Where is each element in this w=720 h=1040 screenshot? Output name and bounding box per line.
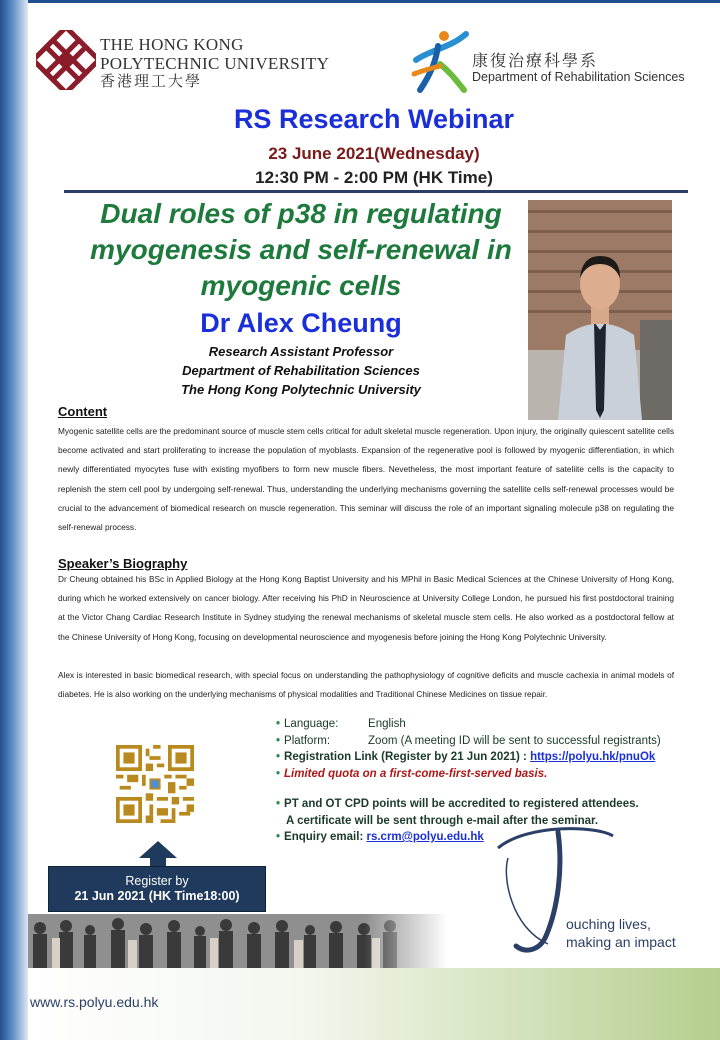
register-deadline-line1: Register by [125, 874, 189, 888]
rehab-figure-icon [410, 28, 470, 96]
info-language: • Language: English [276, 718, 406, 730]
title-divider [64, 190, 688, 193]
department-name-english: Department of Rehabilitation Sciences [472, 70, 685, 84]
event-time: 12:30 PM - 2:00 PM (HK Time) [255, 168, 493, 187]
biography-paragraph-2: Alex is interested in basic biomedical research, with special focus on understanding the pathophysiology of cognitive deficits and muscle cachexia in animal models of diabetes. He is also working on the underlying mechanisms of physical modalities and Traditional Chinese Medicines on tissue repair. [58, 670, 674, 700]
bullet-icon: • [276, 734, 281, 747]
department-logo [410, 28, 710, 98]
bullet-icon: • [276, 767, 281, 780]
qr-code-icon[interactable] [116, 745, 194, 823]
speaker-name: Dr Alex Cheung [200, 308, 402, 338]
speaker-photo [528, 200, 672, 420]
department-name-chinese: 康復治療科學系 [472, 53, 599, 70]
speaker-photo-illustration [528, 200, 672, 420]
crowd-photo-illustration [28, 914, 448, 968]
university-name-line1: THE HONG KONG [100, 35, 244, 54]
info-cpd: • PT and OT CPD points will be accredited to registered attendees. [276, 798, 639, 810]
info-quota: • Limited quota on a first-come-first-served basis. [276, 767, 548, 780]
enquiry-email-link[interactable]: rs.crm@polyu.edu.hk [366, 831, 484, 843]
info-enquiry: • Enquiry email: rs.crm@polyu.edu.hk [276, 831, 484, 843]
bullet-icon: • [276, 831, 281, 843]
talk-title: Dual roles of p38 in regulating myogenesis and self-renewal in myogenic cells [90, 198, 512, 301]
event-date: 23 June 2021(Wednesday) [268, 144, 480, 163]
tagline-line2: making an impact [566, 934, 676, 950]
info-certificate: A certificate will be sent through e-mail after the seminar. [286, 814, 599, 827]
speaker-department: Department of Rehabilitation Sciences [182, 363, 420, 378]
speaker-affiliation [66, 342, 536, 399]
speaker-position: Research Assistant Professor [208, 344, 394, 359]
top-border-line [28, 0, 720, 3]
bullet-icon: • [276, 718, 281, 730]
bullet-icon: • [276, 751, 281, 763]
info-registration: • Registration Link (Register by 21 Jun 2021) : https://polyu.hk/pnuOk [276, 751, 656, 763]
crowd-photo [28, 914, 448, 968]
polyu-logo [36, 30, 336, 92]
polyu-emblem-icon [36, 30, 96, 90]
biography-heading: Speaker’s Biography [58, 556, 188, 571]
university-name [100, 35, 329, 91]
info-platform: • Platform: Zoom (A meeting ID will be sent to successful registrants) [276, 734, 661, 747]
tagline-line1: ouching lives, [566, 916, 651, 932]
content-heading: Content [58, 404, 108, 419]
content-text: Myogenic satellite cells are the predominant source of muscle stem cells critical for adult skeletal muscle regeneration. Upon injury, the originally quiescent satellite cells become activated and start proliferating to increase the population of myoblasts. Expansion of the regenerative pool is followed by myogenic differentiation, in which newly differentiated myocytes fuse with existing myofibers to form new muscle fibers. Nevetheless, the most important feature of sateliite cells is the capacity to replenish the stem cell pool by undergoing self-renewal. Thus, understanding the underlying mechanisms governing the satellite cells self-renewal processes would be crucial to the advancement of biomedical research on muscle regeneration. This seminar will discuss the role of an important signaling molecule p38 on regulating the self-renewal process. [58, 426, 674, 533]
webinar-series-title: RS Research Webinar [233, 104, 515, 134]
register-deadline-box [48, 866, 266, 912]
bullet-icon: • [276, 798, 281, 810]
university-name-line2: POLYTECHNIC UNIVERSITY [100, 54, 330, 73]
registration-link[interactable]: https://polyu.hk/pnuOk [530, 751, 656, 763]
footer-website-url[interactable]: www.rs.polyu.edu.hk [30, 994, 159, 1010]
university-name-chinese: 香港理工大學 [100, 74, 203, 90]
speaker-university: The Hong Kong Polytechnic University [181, 382, 421, 397]
register-deadline-line2: 21 Jun 2021 (HK Time18:00) [74, 889, 240, 903]
tagline [566, 915, 676, 951]
biography-paragraph-1: Dr Cheung obtained his BSc in Applied Biology at the Hong Kong Baptist University and his MPhil in Basic Medical Sciences at the Chinese University of Hong Kong, during which he worked extensively on cancer biology. After receiving his PhD in Neuroscience at University College London, he pursued his first postdoctoral training at the Victor Chang Cardiac Research Institute in Sydney studying the renewal mechanisms of skeletal muscle stem cells. He also worked as a postdoctoral fellow at the Chinese University of Hong Kong, focusing on developmental neuroscience and myogenesis before joining the Hong Kong Polytechnic University. [58, 574, 674, 642]
